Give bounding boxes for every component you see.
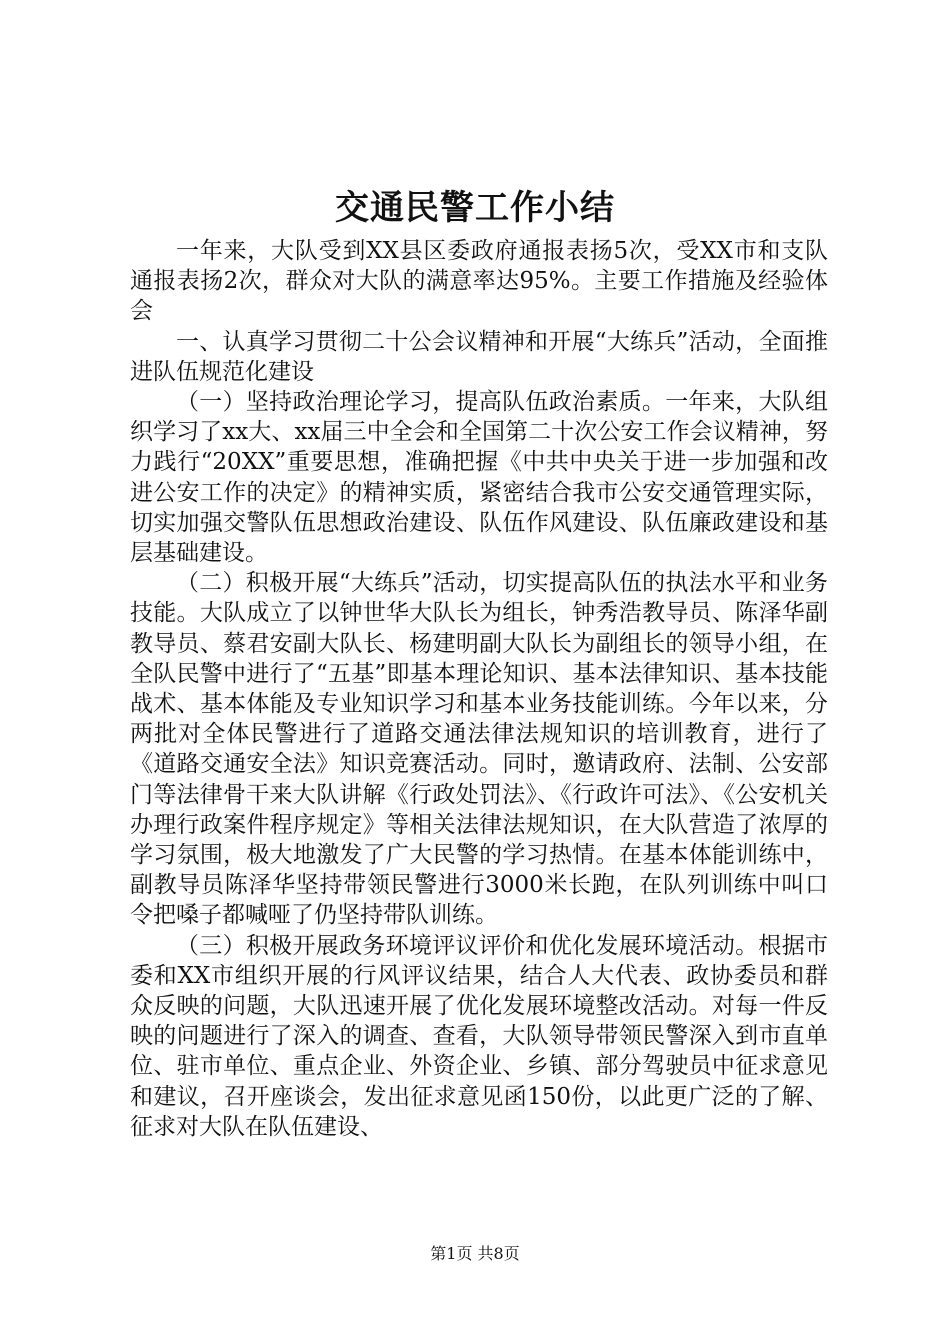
- document-title: 交通民警工作小结: [335, 188, 615, 228]
- paragraph-item-2: （二）积极开展“大练兵”活动，切实提高队伍的执法水平和业务技能。大队成立了以钟世华大队长为组长，钟秀浩教导员、陈泽华副教导员、蔡君安副大队长、杨建明副大队长为副组长的领导小组，在全队民警中进行了“五基”即基本理论知识、基本法律知识、基本技能战术、基本体能及专业知识学习和基本业务技能训练。今年以来，分两批对全体民警进行了道路交通法律法规知识的培训教育，进行了《道路交通安全法》知识竞赛活动。同时，邀请政府、法制、公安部门等法律骨干来大队讲解《行政处罚法》、《行政许可法》、《公安机关办理行政案件程序规定》等相关法律法规知识，在大队营造了浓厚的学习氛围，极大地激发了广大民警的学习热情。在基本体能训练中，副教导员陈泽华坚持带领民警进行3000米长跑，在队列训练中叫口令把嗓子都喊哑了仍坚持带队训练。: [130, 570, 828, 929]
- paragraph-item-3: （三）积极开展政务环境评议评价和优化发展环境活动。根据市委和XX市组织开展的行风评议结果，结合人大代表、政协委员和群众反映的问题，大队迅速开展了优化发展环境整改活动。对每一件反映的问题进行了深入的调查、查看，大队领导带领民警深入到市直单位、驻市单位、重点企业、外资企业、乡镇、部分驾驶员中征求意见和建议，召开座谈会，发出征求意见函150份，以此更广泛的了解、征求对大队在队伍建设、: [130, 932, 828, 1140]
- paragraph-intro: 一年来，大队受到XX县区委政府通报表扬5次，受XX市和支队通报表扬2次，群众对大队的满意率达95%。主要工作措施及经验体会: [130, 238, 828, 325]
- document-body: [130, 236, 828, 1142]
- paragraph-item-1: （一）坚持政治理论学习，提高队伍政治素质。一年来，大队组织学习了xx大、xx届三中全会和全国第二十次公安工作会议精神，努力践行“20XX”重要思想，准确把握《中共中央关于进一步加强和改进公安工作的决定》的精神实质，紧密结合我市公安交通管理实际，切实加强交警队伍思想政治建设、队伍作风建设、队伍廉政建设和基层基础建设。: [130, 389, 828, 567]
- page-number: 第1页 共8页: [430, 1244, 520, 1263]
- paragraph-section-heading: 一、认真学习贯彻二十公会议精神和开展“大练兵”活动，全面推进队伍规范化建设: [130, 328, 828, 385]
